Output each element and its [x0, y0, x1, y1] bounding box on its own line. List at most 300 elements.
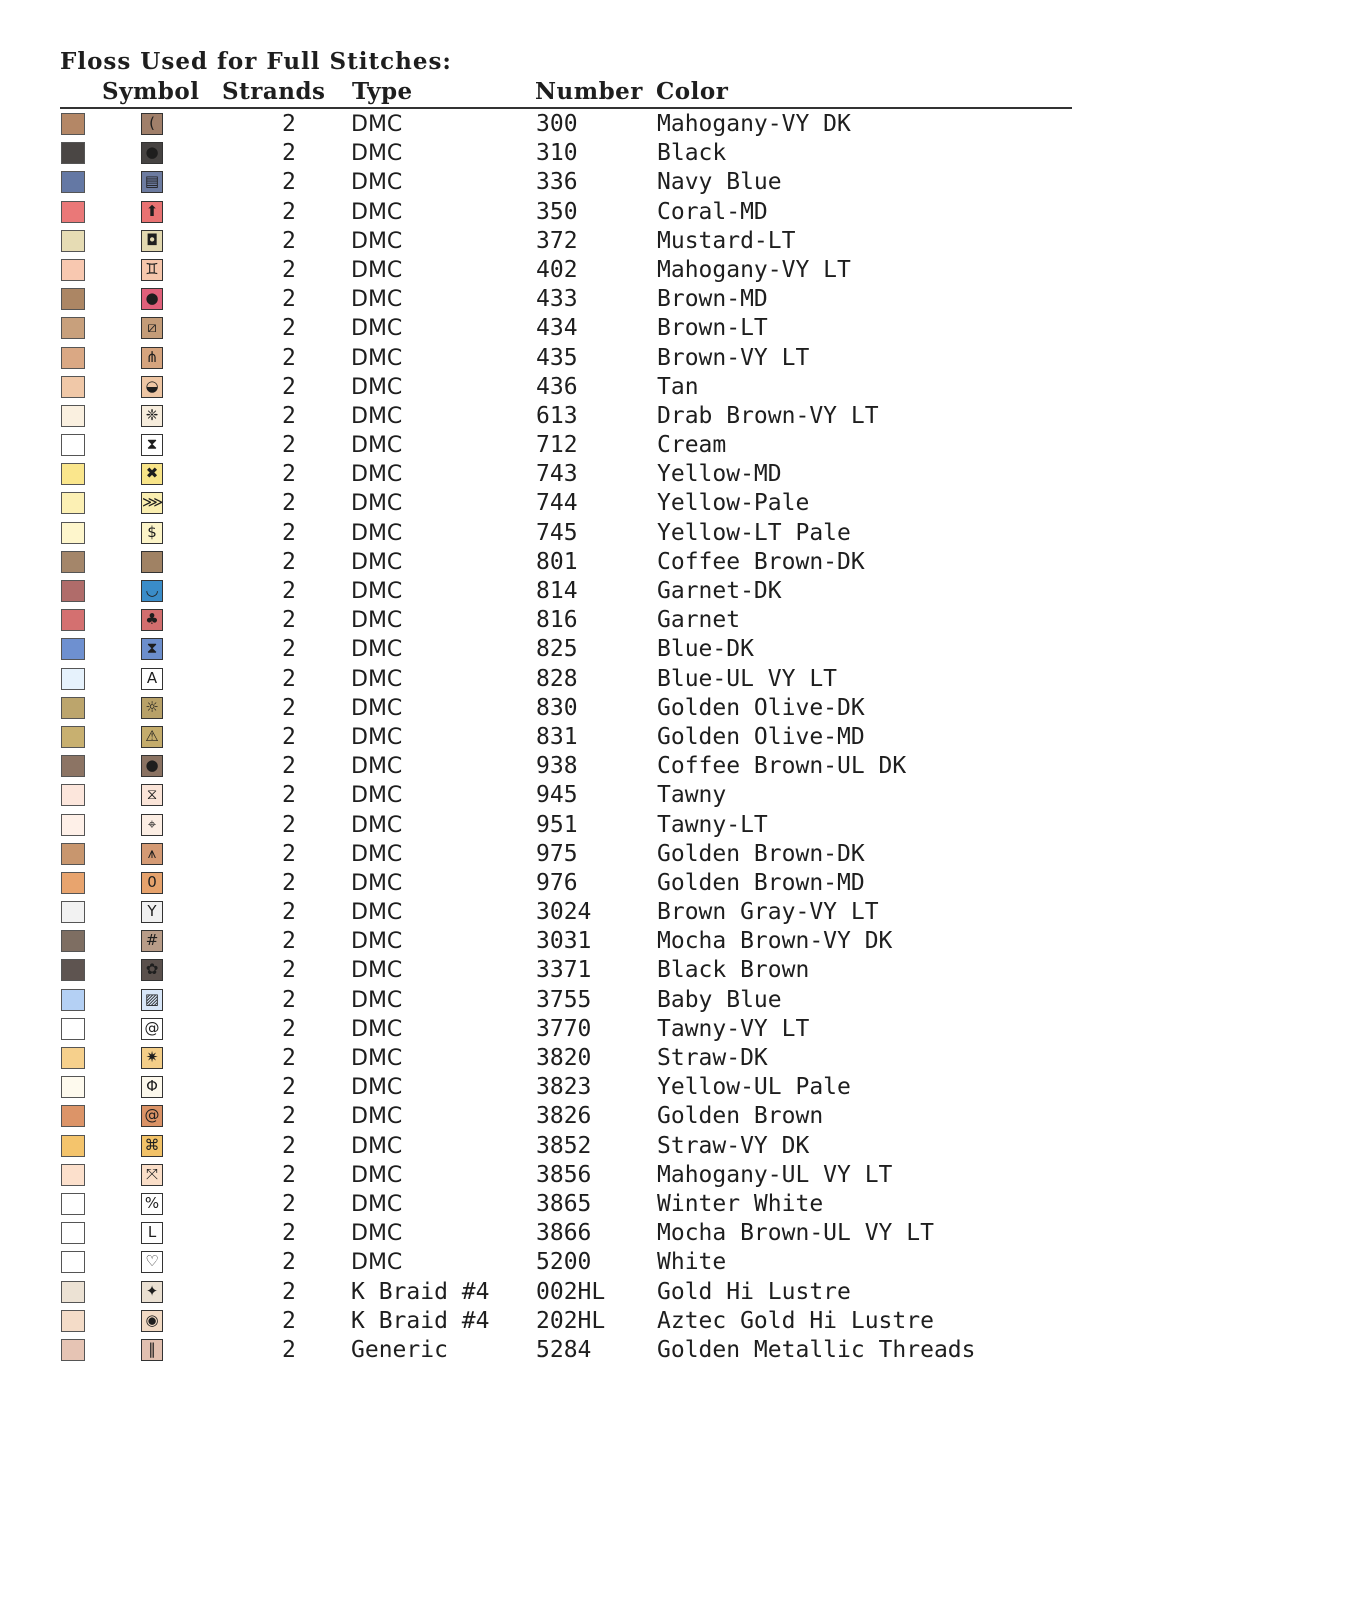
number-cell: 435: [536, 344, 578, 371]
number-cell: 433: [536, 286, 578, 313]
table-row: [0, 870, 1355, 899]
table-row: [0, 899, 1355, 928]
color-name-cell: Brown-VY LT: [657, 344, 810, 371]
stitch-symbol-icon: ⋙: [141, 492, 163, 514]
color-name-cell: Straw-VY DK: [657, 1132, 810, 1159]
type-cell: DMC: [351, 579, 403, 604]
stitch-symbol-icon: ♣: [141, 609, 163, 631]
color-name-cell: Mocha Brown-UL VY LT: [657, 1220, 934, 1247]
strands-cell: 2: [282, 1045, 296, 1071]
number-cell: 825: [536, 636, 578, 663]
strands-cell: 2: [282, 169, 296, 196]
table-row: [0, 1016, 1355, 1045]
strands-cell: 2: [282, 286, 296, 313]
table-row: [0, 432, 1355, 461]
strands-cell: 2: [282, 782, 296, 809]
type-cell: DMC: [351, 1250, 403, 1276]
color-swatch: [61, 638, 85, 660]
type-cell: DMC: [351, 870, 403, 896]
table-row: [0, 374, 1355, 403]
strands-cell: 2: [282, 373, 296, 400]
number-cell: 743: [536, 461, 578, 488]
color-swatch: [61, 1339, 85, 1361]
number-cell: 3371: [536, 957, 592, 984]
strands-cell: 2: [282, 928, 296, 955]
header-divider: [60, 107, 1072, 109]
type-cell: DMC: [351, 403, 403, 429]
strands-cell: 2: [282, 1132, 296, 1159]
type-cell: DMC: [351, 754, 403, 780]
color-name-cell: Black Brown: [657, 957, 810, 984]
color-swatch: [61, 930, 85, 952]
table-row: [0, 490, 1355, 519]
stitch-symbol-icon: Y: [141, 901, 163, 923]
number-cell: 3865: [536, 1190, 592, 1217]
color-name-cell: Tan: [657, 373, 699, 400]
color-swatch: [61, 1193, 85, 1215]
stitch-symbol-icon: ⌘: [141, 1135, 163, 1157]
strands-cell: 2: [282, 461, 296, 488]
strands-cell: 2: [282, 548, 296, 575]
number-cell: 202HL: [536, 1307, 606, 1334]
color-name-cell: Blue-DK: [657, 636, 754, 663]
table-row: [0, 520, 1355, 549]
number-cell: 002HL: [536, 1278, 606, 1305]
strands-cell: 2: [282, 1220, 296, 1247]
color-swatch: [61, 1164, 85, 1186]
number-cell: 3755: [536, 986, 592, 1013]
stitch-symbol-icon: ▨: [141, 989, 163, 1011]
type-cell: DMC: [351, 987, 403, 1013]
color-swatch: [61, 1310, 85, 1332]
number-cell: 402: [536, 256, 578, 283]
number-cell: 938: [536, 753, 578, 780]
strands-cell: 2: [282, 198, 296, 225]
stitch-symbol-icon: ✦: [141, 1281, 163, 1303]
type-cell: K Braid #4: [351, 1278, 490, 1305]
color-swatch: [61, 434, 85, 456]
stitch-symbol-icon: ♡: [141, 1251, 163, 1273]
number-cell: 336: [536, 169, 578, 196]
strands-cell: 2: [282, 1278, 296, 1305]
stitch-symbol-icon: ▤: [141, 171, 163, 193]
strands-cell: 2: [282, 256, 296, 283]
type-cell: DMC: [351, 608, 403, 634]
stitch-symbol-icon: ⤧: [141, 1164, 163, 1186]
type-cell: DMC: [351, 958, 403, 984]
table-row: [0, 666, 1355, 695]
type-cell: DMC: [351, 637, 403, 663]
color-name-cell: Coffee Brown-DK: [657, 548, 865, 575]
strands-cell: 2: [282, 636, 296, 663]
type-cell: DMC: [351, 666, 403, 692]
type-cell: DMC: [351, 287, 403, 313]
type-cell: DMC: [351, 841, 403, 867]
table-row: [0, 812, 1355, 841]
number-cell: 350: [536, 198, 578, 225]
strands-cell: 2: [282, 1249, 296, 1276]
table-row: [0, 549, 1355, 578]
number-cell: 3866: [536, 1220, 592, 1247]
type-cell: DMC: [351, 462, 403, 488]
color-name-cell: White: [657, 1249, 727, 1276]
number-cell: 744: [536, 490, 578, 517]
color-name-cell: Straw-DK: [657, 1045, 768, 1071]
type-cell: DMC: [351, 1016, 403, 1042]
color-swatch: [61, 1222, 85, 1244]
color-swatch: [61, 580, 85, 602]
stitch-symbol-icon: [141, 551, 163, 573]
color-name-cell: Coral-MD: [657, 198, 768, 225]
stitch-symbol-icon: ◘: [141, 230, 163, 252]
color-name-cell: Mustard-LT: [657, 227, 796, 254]
table-row: [0, 987, 1355, 1016]
color-name-cell: Gold Hi Lustre: [657, 1278, 851, 1305]
strands-cell: 2: [282, 111, 296, 137]
table-row: [0, 1337, 1355, 1366]
table-row: [0, 928, 1355, 957]
number-cell: 3856: [536, 1161, 592, 1188]
strands-cell: 2: [282, 1074, 296, 1101]
table-row: [0, 257, 1355, 286]
color-swatch: [61, 317, 85, 339]
color-name-cell: Golden Metallic Threads: [657, 1336, 976, 1363]
stitch-symbol-icon: ●: [141, 755, 163, 777]
stitch-symbol-icon: ◡: [141, 580, 163, 602]
number-cell: 951: [536, 811, 578, 838]
type-cell: DMC: [351, 433, 403, 459]
color-swatch: [61, 1018, 85, 1040]
stitch-symbol-icon: ⬆: [141, 201, 163, 223]
table-row: [0, 841, 1355, 870]
type-cell: DMC: [351, 491, 403, 517]
color-name-cell: Mahogany-UL VY LT: [657, 1161, 893, 1188]
color-name-cell: Yellow-MD: [657, 461, 782, 488]
table-row: [0, 461, 1355, 490]
table-row: [0, 199, 1355, 228]
table-row: [0, 695, 1355, 724]
strands-cell: 2: [282, 519, 296, 546]
column-header-color: Color: [656, 78, 729, 105]
stitch-symbol-icon: ⩚: [141, 843, 163, 865]
type-cell: Generic: [351, 1336, 448, 1363]
table-row: [0, 315, 1355, 344]
stitch-symbol-icon: %: [141, 1193, 163, 1215]
strands-cell: 2: [282, 607, 296, 634]
color-name-cell: Navy Blue: [657, 169, 782, 196]
stitch-symbol-icon: ♊: [141, 259, 163, 281]
type-cell: DMC: [351, 695, 403, 721]
strands-cell: 2: [282, 840, 296, 867]
number-cell: 976: [536, 869, 578, 896]
color-swatch: [61, 814, 85, 836]
number-cell: 3826: [536, 1103, 592, 1130]
stitch-symbol-icon: @: [141, 1018, 163, 1040]
table-row: [0, 140, 1355, 169]
strands-cell: 2: [282, 402, 296, 429]
table-row: [0, 1133, 1355, 1162]
table-row: [0, 1308, 1355, 1337]
strands-cell: 2: [282, 140, 296, 167]
color-name-cell: Tawny-VY LT: [657, 1015, 810, 1042]
color-swatch: [61, 901, 85, 923]
type-cell: DMC: [351, 783, 403, 809]
type-cell: DMC: [351, 929, 403, 955]
type-cell: DMC: [351, 112, 403, 137]
color-name-cell: Winter White: [657, 1190, 824, 1217]
number-cell: 975: [536, 840, 578, 867]
stitch-symbol-icon: ◉: [141, 1310, 163, 1332]
strands-cell: 2: [282, 694, 296, 721]
number-cell: 712: [536, 432, 578, 459]
color-swatch: [61, 171, 85, 193]
stitch-symbol-icon: L: [141, 1222, 163, 1244]
color-swatch: [61, 1135, 85, 1157]
number-cell: 436: [536, 373, 578, 400]
strands-cell: 2: [282, 1336, 296, 1363]
table-row: [0, 1279, 1355, 1308]
table-row: [0, 1220, 1355, 1249]
color-name-cell: Tawny: [657, 782, 727, 809]
color-swatch: [61, 376, 85, 398]
strands-cell: 2: [282, 899, 296, 926]
color-name-cell: Mahogany-VY DK: [657, 111, 851, 137]
color-name-cell: Garnet: [657, 607, 741, 634]
color-swatch: [61, 1076, 85, 1098]
number-cell: 816: [536, 607, 578, 634]
stitch-symbol-icon: ●: [141, 142, 163, 164]
color-swatch: [61, 784, 85, 806]
stitch-symbol-icon: ◒: [141, 376, 163, 398]
color-name-cell: Golden Olive-DK: [657, 694, 865, 721]
color-name-cell: Brown Gray-VY LT: [657, 899, 879, 926]
color-swatch: [61, 609, 85, 631]
color-name-cell: Baby Blue: [657, 986, 782, 1013]
color-name-cell: Yellow-LT Pale: [657, 519, 851, 546]
color-swatch: [61, 872, 85, 894]
stitch-symbol-icon: $: [141, 522, 163, 544]
number-cell: 3031: [536, 928, 592, 955]
strands-cell: 2: [282, 986, 296, 1013]
color-swatch: [61, 492, 85, 514]
stitch-symbol-icon: 0: [141, 872, 163, 894]
stitch-symbol-icon: ✿: [141, 959, 163, 981]
color-name-cell: Tawny-LT: [657, 811, 768, 838]
strands-cell: 2: [282, 1190, 296, 1217]
table-row: [0, 957, 1355, 986]
table-row: [0, 1045, 1355, 1074]
type-cell: DMC: [351, 900, 403, 926]
color-name-cell: Brown-LT: [657, 315, 768, 342]
table-row: [0, 1249, 1355, 1278]
column-header-number: Number: [535, 78, 643, 105]
number-cell: 613: [536, 402, 578, 429]
color-name-cell: Drab Brown-VY LT: [657, 402, 879, 429]
color-swatch: [61, 288, 85, 310]
number-cell: 5200: [536, 1249, 592, 1276]
color-swatch: [61, 347, 85, 369]
color-swatch: [61, 405, 85, 427]
stitch-symbol-icon: ⚠: [141, 726, 163, 748]
number-cell: 745: [536, 519, 578, 546]
strands-cell: 2: [282, 723, 296, 750]
stitch-symbol-icon: ❈: [141, 405, 163, 427]
type-cell: DMC: [351, 1104, 403, 1130]
table-row: [0, 1074, 1355, 1103]
number-cell: 3770: [536, 1015, 592, 1042]
table-row: [0, 724, 1355, 753]
stitch-symbol-icon: (: [141, 113, 163, 135]
type-cell: K Braid #4: [351, 1307, 490, 1334]
color-swatch: [61, 989, 85, 1011]
number-cell: 828: [536, 665, 578, 692]
color-swatch: [61, 259, 85, 281]
color-name-cell: Yellow-UL Pale: [657, 1074, 851, 1101]
table-row: [0, 607, 1355, 636]
strands-cell: 2: [282, 957, 296, 984]
color-name-cell: Yellow-Pale: [657, 490, 810, 517]
type-cell: DMC: [351, 199, 403, 225]
color-name-cell: Cream: [657, 432, 727, 459]
stitch-symbol-icon: @: [141, 1105, 163, 1127]
stitch-symbol-icon: ⧄: [141, 317, 163, 339]
stitch-symbol-icon: ●: [141, 288, 163, 310]
type-cell: DMC: [351, 1162, 403, 1188]
table-row: [0, 1103, 1355, 1132]
number-cell: 310: [536, 140, 578, 167]
color-name-cell: Blue-UL VY LT: [657, 665, 838, 692]
type-cell: DMC: [351, 316, 403, 342]
number-cell: 831: [536, 723, 578, 750]
type-cell: DMC: [351, 812, 403, 838]
type-cell: DMC: [351, 170, 403, 196]
floss-table: [0, 111, 1355, 1366]
color-swatch: [61, 463, 85, 485]
number-cell: 3823: [536, 1074, 592, 1101]
number-cell: 434: [536, 315, 578, 342]
type-cell: DMC: [351, 257, 403, 283]
type-cell: DMC: [351, 549, 403, 575]
stitch-symbol-icon: ⋔: [141, 347, 163, 369]
table-row: [0, 111, 1355, 140]
table-row: [0, 286, 1355, 315]
color-swatch: [61, 755, 85, 777]
type-cell: DMC: [351, 1133, 403, 1159]
color-swatch: [61, 1251, 85, 1273]
color-swatch: [61, 551, 85, 573]
type-cell: DMC: [351, 228, 403, 254]
table-row: [0, 1191, 1355, 1220]
color-name-cell: Black: [657, 140, 727, 167]
column-header-symbol: Symbol: [102, 78, 200, 105]
color-name-cell: Golden Olive-MD: [657, 723, 865, 750]
type-cell: DMC: [351, 520, 403, 546]
column-header-strands: Strands: [222, 78, 326, 105]
color-swatch: [61, 113, 85, 135]
number-cell: 5284: [536, 1336, 592, 1363]
color-swatch: [61, 1047, 85, 1069]
table-row: [0, 1162, 1355, 1191]
color-swatch: [61, 843, 85, 865]
number-cell: 945: [536, 782, 578, 809]
table-row: [0, 169, 1355, 198]
color-name-cell: Brown-MD: [657, 286, 768, 313]
table-row: [0, 228, 1355, 257]
strands-cell: 2: [282, 315, 296, 342]
number-cell: 372: [536, 227, 578, 254]
color-name-cell: Golden Brown-MD: [657, 869, 865, 896]
strands-cell: 2: [282, 432, 296, 459]
stitch-symbol-icon: Φ: [141, 1076, 163, 1098]
color-name-cell: Garnet-DK: [657, 578, 782, 604]
stitch-symbol-icon: ⧗: [141, 638, 163, 660]
stitch-symbol-icon: ‖: [141, 1339, 163, 1361]
color-name-cell: Golden Brown: [657, 1103, 824, 1130]
stitch-symbol-icon: #: [141, 930, 163, 952]
type-cell: DMC: [351, 724, 403, 750]
number-cell: 3852: [536, 1132, 592, 1159]
number-cell: 300: [536, 111, 578, 137]
strands-cell: 2: [282, 1103, 296, 1130]
stitch-symbol-icon: ⧗: [141, 434, 163, 456]
table-row: [0, 782, 1355, 811]
page-title: Floss Used for Full Stitches:: [60, 48, 452, 75]
type-cell: DMC: [351, 1221, 403, 1247]
strands-cell: 2: [282, 490, 296, 517]
strands-cell: 2: [282, 578, 296, 604]
color-name-cell: Mahogany-VY LT: [657, 256, 851, 283]
stitch-symbol-icon: ⧖: [141, 784, 163, 806]
color-swatch: [61, 726, 85, 748]
strands-cell: 2: [282, 753, 296, 780]
color-name-cell: Aztec Gold Hi Lustre: [657, 1307, 934, 1334]
number-cell: 3820: [536, 1045, 592, 1071]
strands-cell: 2: [282, 665, 296, 692]
table-row: [0, 753, 1355, 782]
strands-cell: 2: [282, 344, 296, 371]
type-cell: DMC: [351, 345, 403, 371]
color-name-cell: Coffee Brown-UL DK: [657, 753, 907, 780]
table-row: [0, 345, 1355, 374]
color-name-cell: Golden Brown-DK: [657, 840, 865, 867]
color-swatch: [61, 1281, 85, 1303]
color-swatch: [61, 522, 85, 544]
stitch-symbol-icon: ☼: [141, 697, 163, 719]
strands-cell: 2: [282, 811, 296, 838]
stitch-symbol-icon: ✖: [141, 463, 163, 485]
type-cell: DMC: [351, 141, 403, 167]
color-swatch: [61, 959, 85, 981]
color-name-cell: Mocha Brown-VY DK: [657, 928, 893, 955]
strands-cell: 2: [282, 227, 296, 254]
strands-cell: 2: [282, 869, 296, 896]
stitch-symbol-icon: ✷: [141, 1047, 163, 1069]
table-row: [0, 578, 1355, 607]
stitch-symbol-icon: ⌖: [141, 814, 163, 836]
color-swatch: [61, 697, 85, 719]
type-cell: DMC: [351, 1046, 403, 1071]
number-cell: 814: [536, 578, 578, 604]
type-cell: DMC: [351, 1075, 403, 1101]
table-row: [0, 403, 1355, 432]
table-row: [0, 636, 1355, 665]
number-cell: 801: [536, 548, 578, 575]
number-cell: 830: [536, 694, 578, 721]
strands-cell: 2: [282, 1015, 296, 1042]
color-swatch: [61, 1105, 85, 1127]
strands-cell: 2: [282, 1161, 296, 1188]
strands-cell: 2: [282, 1307, 296, 1334]
